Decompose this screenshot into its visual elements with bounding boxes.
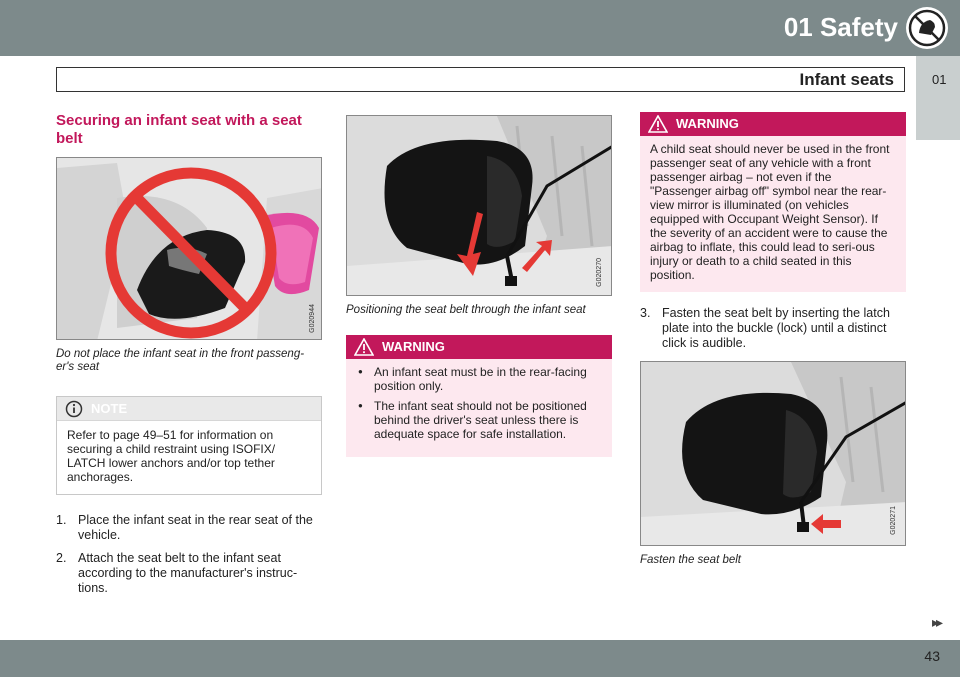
next-page-arrows: ▸▸: [931, 614, 940, 630]
warning-triangle-icon: [648, 115, 668, 133]
step-number: 3.: [640, 306, 651, 320]
step-item: [56, 513, 322, 543]
note-header: [57, 397, 321, 421]
steps-list: [640, 306, 906, 351]
column-3: [640, 112, 906, 567]
warning-body: [346, 359, 612, 457]
step-item: [56, 551, 322, 596]
warning-list: [356, 365, 602, 441]
warning-title: WARNING: [382, 339, 445, 354]
figure-fasten-seat-belt: [640, 361, 906, 546]
figure-caption: Fasten the seat belt: [640, 554, 742, 566]
belt-routing-illustration: [347, 116, 612, 296]
front-seat-infant-illustration: [57, 158, 322, 340]
chapter-side-tab: [916, 56, 960, 140]
warning-box: [640, 112, 906, 292]
figure-front-seat-prohibited: [56, 157, 322, 340]
warning-list-item: ● An infant seat must be in the rear-facing position only.: [356, 365, 602, 393]
section-header: [56, 67, 905, 92]
warning-title: WARNING: [676, 116, 739, 131]
figure-code: G020271: [890, 506, 897, 535]
note-text: Refer to page 49–51 for information on securing a child restraint using ISOFIX/ LATCH lower anchors and/or top tether anchorages.: [67, 428, 276, 484]
warning-text: A child seat should never be used in the front passenger seat of any vehicle with a front passenger airbag – not even if the "Passenger airbag off" symbol near the rear-view mirror is illuminated (on vehicles equipped with Occupant Weight Sensor). If the severity of an accident were to cause the airbag to inflate, this could lead to seri-ous injury or death to a child seated in this position.: [650, 142, 890, 282]
step-number: 2.: [56, 551, 67, 565]
section-heading: Securing an infant seat with a seat belt: [56, 112, 302, 147]
step-item: [640, 306, 906, 351]
figure-code: G020944: [309, 304, 316, 333]
fasten-belt-illustration: [641, 362, 906, 546]
step-text: Place the infant seat in the rear seat of the vehicle.: [78, 513, 313, 542]
chapter-title: 01 Safety: [783, 12, 898, 42]
column-1: [56, 112, 322, 604]
child-seat-safety-icon: [904, 5, 950, 51]
step-number: 1.: [56, 513, 67, 527]
warning-header: [640, 112, 906, 136]
note-box: [56, 396, 322, 495]
note-title: NOTE: [91, 401, 128, 416]
section-title: Infant seats: [799, 70, 894, 89]
warning-header: [346, 335, 612, 359]
page-number: 43: [924, 648, 940, 664]
step-text: Attach the seat belt to the infant seat according to the manufacturer's instruc-tions.: [78, 551, 298, 595]
steps-list: [56, 513, 322, 596]
column-2: [346, 115, 612, 457]
info-icon: [65, 400, 83, 418]
figure-seat-belt-positioning: [346, 115, 612, 296]
warning-list-item: ● The infant seat should not be positioned behind the driver's seat unless there is adequate space for safe installation.: [356, 399, 602, 441]
footer-bar: [0, 640, 960, 677]
warning-box: [346, 335, 612, 457]
figure-code: G020270: [596, 258, 603, 287]
figure-caption: Positioning the seat belt through the infant seat: [346, 304, 586, 316]
warning-triangle-icon: [354, 338, 374, 356]
figure-caption: Do not place the infant seat in the front passeng-er's seat: [56, 348, 305, 373]
chapter-tab-label: 01: [932, 72, 947, 87]
step-text: Fasten the seat belt by inserting the latch plate into the buckle (lock) until a distinct click is audible.: [662, 306, 890, 350]
